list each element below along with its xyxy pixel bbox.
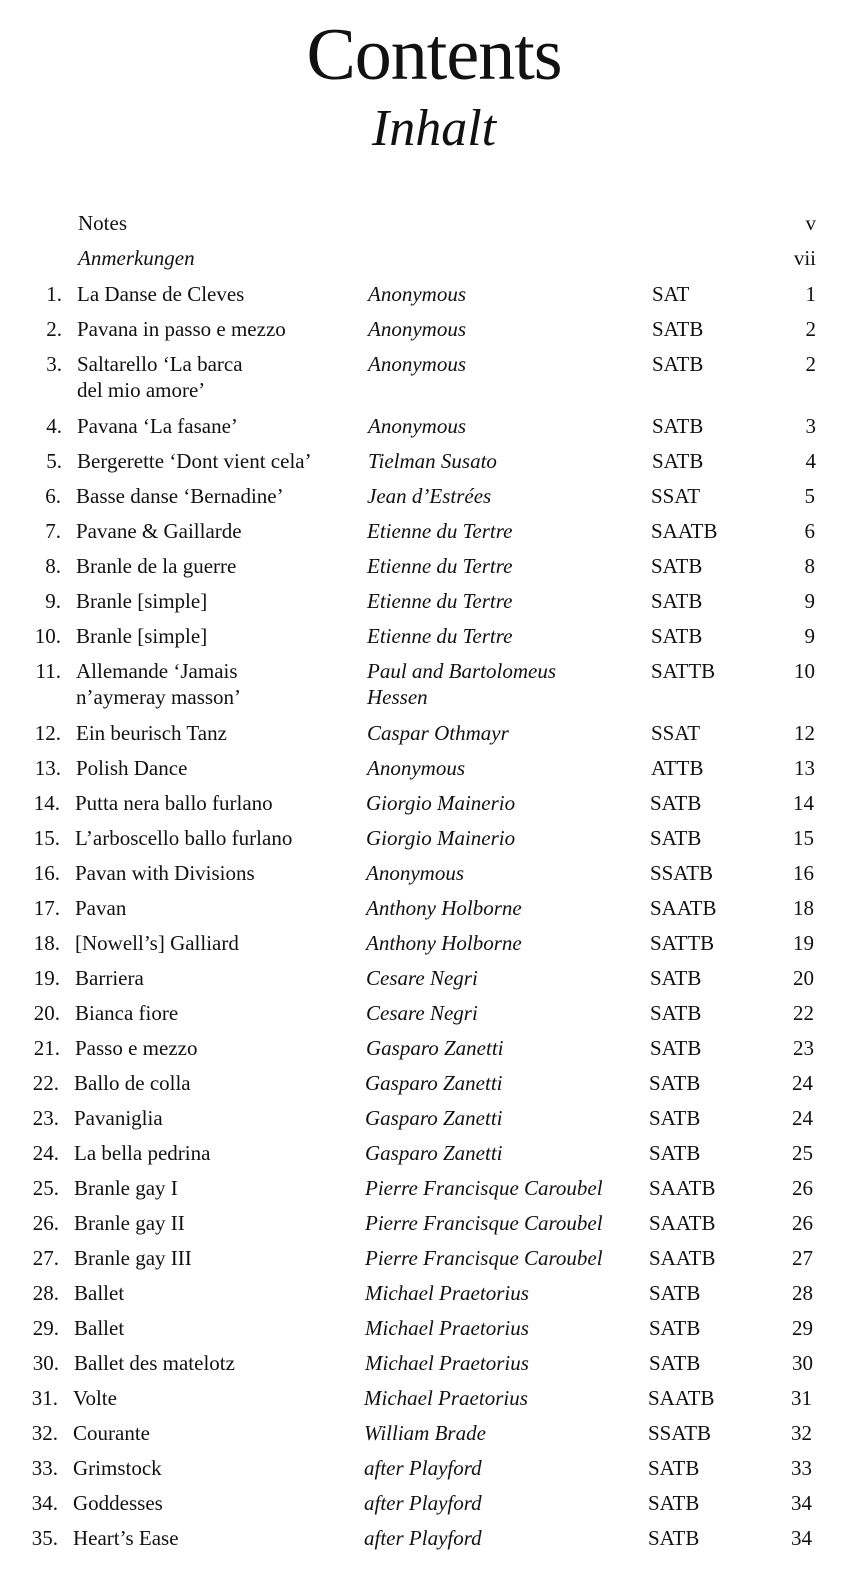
entry-composer-continued: Hessen: [367, 685, 428, 709]
entry-page: 27: [792, 1246, 813, 1270]
entry-composer: Jean d’Estrées: [367, 484, 492, 508]
entry-page: 18: [793, 896, 814, 920]
entry-title-continued: del mio amore’: [77, 378, 206, 402]
entry-composer: Pierre Francisque Caroubel: [365, 1211, 603, 1235]
entry-title: Bergerette ‘Dont vient cela’: [77, 449, 312, 473]
entry-composer: after Playford: [364, 1526, 482, 1550]
entry-composer: Pierre Francisque Caroubel: [365, 1246, 603, 1270]
entry-voicing: SATB: [649, 1351, 701, 1375]
entry-page: 2: [805, 352, 816, 376]
entry-page: 14: [793, 791, 814, 815]
entry-title: Saltarello ‘La barca: [77, 352, 243, 376]
entry-title: La Danse de Cleves: [77, 282, 245, 306]
entry-title: Branle [simple]: [76, 624, 208, 648]
entry-voicing: SATB: [650, 791, 702, 815]
entry-number: 7.: [45, 519, 61, 543]
entry-voicing: SAATB: [649, 1246, 716, 1270]
entry-voicing: SAATB: [649, 1176, 716, 1200]
entry-composer: Cesare Negri: [366, 966, 478, 990]
entry-title: Pavane & Gaillarde: [76, 519, 242, 543]
entry-voicing: SATB: [649, 1106, 701, 1130]
page-title: Contents: [306, 14, 562, 96]
entry-number: 5.: [46, 449, 62, 473]
entry-voicing: SAATB: [649, 1211, 716, 1235]
entry-composer: Caspar Othmayr: [367, 721, 509, 745]
entry-page: 6: [804, 519, 815, 543]
entry-composer: Cesare Negri: [366, 1001, 478, 1025]
entry-number: 8.: [45, 554, 61, 578]
entry-number: 30.: [32, 1351, 59, 1375]
entry-page: 10: [794, 659, 815, 683]
entry-composer: Etienne du Tertre: [367, 519, 513, 543]
entry-title: Allemande ‘Jamais: [76, 659, 238, 683]
entry-number: 29.: [32, 1316, 59, 1340]
entry-page: 1: [805, 282, 816, 306]
entry-page: 28: [792, 1281, 813, 1305]
entry-title: Branle de la guerre: [76, 554, 237, 578]
entry-page: 5: [804, 484, 815, 508]
entry-composer: Anonymous: [368, 317, 466, 341]
entry-voicing: SSAT: [651, 721, 701, 745]
entry-composer: Anonymous: [368, 414, 466, 438]
entry-title: Ballet des matelotz: [74, 1351, 235, 1375]
entry-number: 11.: [35, 659, 61, 683]
entry-voicing: SATB: [652, 449, 704, 473]
entry-page: 2: [805, 317, 816, 341]
entry-composer: Gasparo Zanetti: [365, 1141, 503, 1165]
entry-number: 13.: [34, 756, 61, 780]
entry-title: Bianca fiore: [75, 1001, 179, 1025]
entry-voicing: SATB: [649, 1071, 701, 1095]
entry-number: 16.: [33, 861, 60, 885]
entry-composer: Anthony Holborne: [366, 931, 522, 955]
entry-voicing: SATB: [651, 624, 703, 648]
entry-voicing: ATTB: [651, 756, 704, 780]
entry-title: Ballo de colla: [74, 1071, 191, 1095]
entry-title: Basse danse ‘Bernadine’: [76, 484, 284, 508]
entry-voicing: SSATB: [648, 1421, 712, 1445]
entry-voicing: SATB: [652, 414, 704, 438]
entry-composer: Pierre Francisque Caroubel: [365, 1176, 603, 1200]
entry-composer: Tielman Susato: [368, 449, 497, 473]
entry-page: v: [805, 211, 816, 235]
entry-title: Pavan: [75, 896, 127, 920]
entry-composer: Anonymous: [368, 282, 466, 306]
entry-page: 19: [793, 931, 814, 955]
entry-page: 25: [792, 1141, 813, 1165]
entry-number: 18.: [33, 931, 60, 955]
entry-composer: Michael Praetorius: [365, 1281, 529, 1305]
entry-number: 26.: [32, 1211, 59, 1235]
entry-composer: Gasparo Zanetti: [366, 1036, 504, 1060]
entry-number: 17.: [33, 896, 60, 920]
entry-composer: Gasparo Zanetti: [365, 1106, 503, 1130]
entry-composer: Michael Praetorius: [365, 1316, 529, 1340]
entry-page: 16: [793, 861, 814, 885]
entry-page: 26: [792, 1176, 813, 1200]
entry-page: 24: [792, 1071, 813, 1095]
entry-voicing: SATB: [650, 1001, 702, 1025]
entry-page: 20: [793, 966, 814, 990]
entry-composer: after Playford: [364, 1456, 482, 1480]
entry-number: 4.: [46, 414, 62, 438]
entry-composer: Anonymous: [368, 352, 466, 376]
entry-title: [Nowell’s] Galliard: [75, 931, 239, 955]
entry-number: 23.: [32, 1106, 59, 1130]
entry-number: 14.: [33, 791, 60, 815]
entry-page: 13: [794, 756, 815, 780]
entry-voicing: SATB: [652, 352, 704, 376]
entry-voicing: SATB: [648, 1526, 700, 1550]
entry-composer: Anonymous: [366, 861, 464, 885]
entry-title: L’arboscello ballo furlano: [75, 826, 293, 850]
entry-title: Courante: [73, 1421, 150, 1445]
entry-composer: Gasparo Zanetti: [365, 1071, 503, 1095]
entry-voicing: SAT: [652, 282, 690, 306]
entry-number: 28.: [32, 1281, 59, 1305]
entry-voicing: SATB: [651, 554, 703, 578]
entry-number: 35.: [31, 1526, 58, 1550]
entry-title: Goddesses: [73, 1491, 163, 1515]
entry-voicing: SATB: [648, 1491, 700, 1515]
entry-title: Heart’s Ease: [73, 1526, 179, 1550]
entry-voicing: SATTB: [651, 659, 716, 683]
entry-page: 24: [792, 1106, 813, 1130]
entry-page: 31: [791, 1386, 812, 1410]
entry-voicing: SAATB: [648, 1386, 715, 1410]
entry-title: Ballet: [74, 1281, 125, 1305]
entry-title: Ein beurisch Tanz: [76, 721, 227, 745]
entry-composer: William Brade: [364, 1421, 486, 1445]
entry-number: 3.: [46, 352, 62, 376]
entry-page: 30: [792, 1351, 813, 1375]
entry-title: Branle gay II: [74, 1211, 185, 1235]
entry-voicing: SATTB: [650, 931, 715, 955]
entry-page: 26: [792, 1211, 813, 1235]
entry-composer: Giorgio Mainerio: [366, 826, 516, 850]
entry-page: 34: [791, 1526, 812, 1550]
entry-number: 31.: [31, 1386, 58, 1410]
entry-voicing: SATB: [649, 1141, 701, 1165]
entry-composer: Giorgio Mainerio: [366, 791, 516, 815]
entry-number: 15.: [33, 826, 60, 850]
entry-composer: Etienne du Tertre: [367, 554, 513, 578]
entry-voicing: SATB: [649, 1281, 701, 1305]
entry-voicing: SATB: [652, 317, 704, 341]
entry-voicing: SAATB: [650, 896, 717, 920]
entry-composer: Anthony Holborne: [366, 896, 522, 920]
entry-title-continued: n’aymeray masson’: [76, 685, 242, 709]
entry-page: 33: [791, 1456, 812, 1480]
entry-page: 15: [793, 826, 814, 850]
entry-title: Branle [simple]: [76, 589, 208, 613]
entry-number: 33.: [31, 1456, 58, 1480]
entry-title: Anmerkungen: [78, 246, 195, 270]
entry-page: 9: [804, 624, 815, 648]
entry-composer: Michael Praetorius: [365, 1351, 529, 1375]
entry-number: 2.: [46, 317, 62, 341]
entry-composer: Etienne du Tertre: [367, 624, 513, 648]
entry-voicing: SATB: [648, 1456, 700, 1480]
entry-title: Polish Dance: [76, 756, 188, 780]
entry-voicing: SSATB: [650, 861, 714, 885]
page-subtitle: Inhalt: [371, 100, 497, 157]
entry-number: 20.: [33, 1001, 60, 1025]
entry-title: Pavana ‘La fasane’: [77, 414, 238, 438]
entry-title: Pavan with Divisions: [75, 861, 255, 885]
entry-number: 6.: [45, 484, 61, 508]
entry-composer: Michael Praetorius: [364, 1386, 528, 1410]
entry-page: 8: [804, 554, 815, 578]
entry-number: 12.: [34, 721, 61, 745]
entry-number: 32.: [31, 1421, 58, 1445]
entry-title: La bella pedrina: [74, 1141, 211, 1165]
entry-number: 24.: [32, 1141, 59, 1165]
entry-page: 32: [791, 1421, 812, 1445]
entry-voicing: SATB: [650, 826, 702, 850]
entry-number: 27.: [32, 1246, 59, 1270]
entry-title: Putta nera ballo furlano: [75, 791, 273, 815]
entry-voicing: SAATB: [651, 519, 718, 543]
entry-number: 22.: [32, 1071, 59, 1095]
entry-number: 21.: [33, 1036, 60, 1060]
entry-voicing: SSAT: [651, 484, 701, 508]
entry-page: 23: [793, 1036, 814, 1060]
entry-title: Pavana in passo e mezzo: [77, 317, 286, 341]
entry-page: 22: [793, 1001, 814, 1025]
entry-composer: Anonymous: [367, 756, 465, 780]
entry-composer: Paul and Bartolomeus: [367, 659, 556, 683]
entry-page: vii: [793, 246, 816, 270]
entry-page: 4: [805, 449, 816, 473]
entry-number: 1.: [46, 282, 62, 306]
entry-title: Passo e mezzo: [75, 1036, 198, 1060]
entry-title: Pavaniglia: [74, 1106, 163, 1130]
entry-composer: after Playford: [364, 1491, 482, 1515]
entry-number: 9.: [45, 589, 61, 613]
entry-title: Branle gay I: [74, 1176, 178, 1200]
entry-page: 12: [794, 721, 815, 745]
entry-page: 29: [792, 1316, 813, 1340]
entry-number: 19.: [33, 966, 60, 990]
entry-composer: Etienne du Tertre: [367, 589, 513, 613]
entry-voicing: SATB: [649, 1316, 701, 1340]
entry-page: 3: [805, 414, 816, 438]
entry-voicing: SATB: [650, 1036, 702, 1060]
entry-number: 34.: [31, 1491, 58, 1515]
entry-title: Ballet: [74, 1316, 125, 1340]
entry-title: Branle gay III: [74, 1246, 192, 1270]
entry-number: 10.: [34, 624, 61, 648]
entry-title: Barriera: [75, 966, 144, 990]
entry-voicing: SATB: [651, 589, 703, 613]
entry-number: 25.: [32, 1176, 59, 1200]
entry-page: 9: [804, 589, 815, 613]
entry-voicing: SATB: [650, 966, 702, 990]
entry-title: Volte: [73, 1386, 117, 1410]
entry-page: 34: [791, 1491, 812, 1515]
entry-title: Notes: [78, 211, 127, 235]
entry-title: Grimstock: [73, 1456, 162, 1480]
